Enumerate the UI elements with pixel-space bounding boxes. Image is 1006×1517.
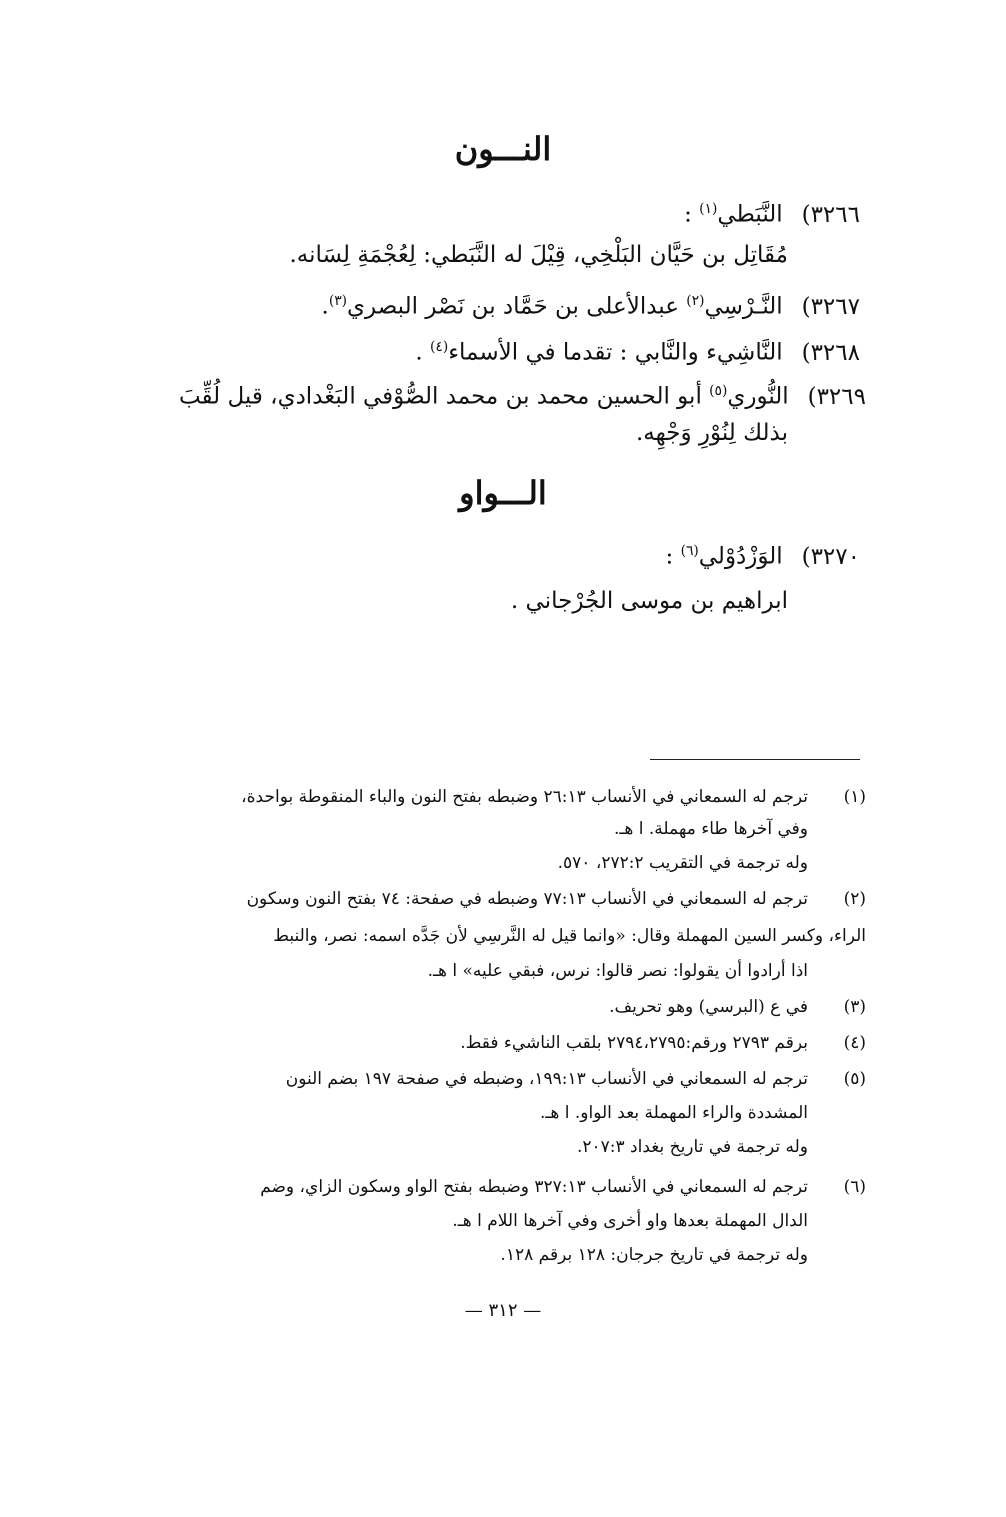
entry-text-end: . <box>415 339 431 366</box>
footnote-marker: (٤) <box>843 1033 866 1053</box>
section-heading-waw: الـــواو <box>459 474 547 512</box>
entry-number: ٣٢٧٠) <box>801 543 860 570</box>
footnote-separator <box>650 759 860 760</box>
entry-headword: النُّوري <box>727 383 789 410</box>
entry-3270 <box>666 536 861 572</box>
entry-number: ٣٢٦٨) <box>801 339 860 366</box>
footnote-ref[interactable]: (٦) <box>680 543 699 559</box>
entry-headword: الوَزْدُوْلي <box>698 543 783 570</box>
section-heading-nun: النـــون <box>454 130 552 168</box>
entry-headword: النَّبَطي <box>717 201 783 228</box>
footnote-marker: (٢) <box>843 889 866 909</box>
footnote-5 <box>286 1068 866 1090</box>
footnote-ref[interactable]: (٥) <box>709 383 728 399</box>
footnote-2 <box>247 888 866 910</box>
entry-headword: النَّـرْسِي <box>704 293 783 320</box>
page-number: — ٣١٢ — <box>464 1300 542 1321</box>
footnote-text: ترجم له السمعاني في الأنساب ٧٧:١٣ وضبطه في صفحة: ٧٤ بفتح النون وسكون <box>246 889 808 909</box>
footnote-text: ترجم له السمعاني في الأنساب ١٩٩:١٣، وضبطه في صفحة ١٩٧ بضم النون <box>285 1069 808 1089</box>
entry-number: ٣٢٦٦) <box>801 201 860 228</box>
entry-number: ٣٢٦٧) <box>801 293 860 320</box>
footnote-2-line-3: اذا أرادوا أن يقولوا: نصر قالوا: نرس، فبقي عليه» ا هـ. <box>427 961 808 981</box>
footnote-marker: (٦) <box>843 1177 866 1197</box>
footnote-6-line-2: الدال المهملة بعدها واو أخرى وفي آخرها اللام ا هـ. <box>452 1211 808 1231</box>
footnote-marker: (١) <box>843 787 866 807</box>
footnote-text: في ع (البرسي) وهو تحريف. <box>609 997 808 1017</box>
footnote-1-line-3: وله ترجمة في التقريب ٢٧٢:٢، ٥٧٠. <box>557 853 808 873</box>
entry-3266-continuation: مُقَاتِل بن حَيَّان البَلْخِي، قِيْلَ له النَّبَطي: لِعُجْمَةِ لِسَانه. <box>289 242 788 268</box>
entry-3268 <box>415 332 860 368</box>
footnote-text: ترجم له السمعاني في الأنساب ٢٦:١٣ وضبطه بفتح النون والباء المنقوطة بواحدة، <box>241 787 808 807</box>
footnote-1 <box>241 786 866 808</box>
entry-3270-continuation: ابراهيم بن موسى الجُرْجاني . <box>510 588 788 614</box>
footnote-2-line-2: الراء، وكسر السين المهملة وقال: «وانما قيل له النَّرسِي لأن جَدَّه اسمه: نصر، والنبط <box>273 926 866 946</box>
footnote-5-line-2: المشددة والراء المهملة بعد الواو. ا هـ. <box>539 1103 808 1123</box>
entry-text: : <box>665 543 681 570</box>
entry-3269-continuation: بذلك لِنُوْرِ وَجْهِه. <box>636 420 788 446</box>
entry-3269 <box>179 376 866 412</box>
entry-3267 <box>322 286 860 322</box>
footnote-text: ترجم له السمعاني في الأنساب ٣٢٧:١٣ وضبطه بفتح الواو وسكون الزاي، وضم <box>260 1177 808 1197</box>
entry-text-end: . <box>321 293 329 320</box>
footnote-3 <box>609 996 866 1018</box>
footnote-4 <box>460 1032 866 1054</box>
entry-text: : تقدما في الأسماء <box>448 339 635 366</box>
footnote-6 <box>260 1176 866 1198</box>
footnote-ref[interactable]: (٣) <box>328 293 348 309</box>
entry-headword: النَّاشِيء والنَّابي <box>634 339 783 366</box>
footnote-ref[interactable]: (٤) <box>430 339 449 355</box>
footnote-ref[interactable]: (٢) <box>686 293 705 309</box>
footnote-text: برقم ٢٧٩٣ ورقم:٢٧٩٤،٢٧٩٥ بلقب الناشيء فقط. <box>460 1033 808 1053</box>
footnote-1-line-2: وفي آخرها طاء مهملة. ا هـ. <box>614 819 808 839</box>
footnote-6-line-3: وله ترجمة في تاريخ جرجان: ١٢٨ برقم ١٢٨. <box>500 1245 808 1265</box>
footnote-5-line-3: وله ترجمة في تاريخ بغداد ٢٠٧:٣. <box>576 1137 808 1157</box>
entry-number: ٣٢٦٩) <box>807 383 866 410</box>
footnote-ref[interactable]: (١) <box>699 201 718 217</box>
entry-text: : <box>684 201 700 228</box>
footnote-marker: (٣) <box>843 997 866 1017</box>
footnote-marker: (٥) <box>843 1069 866 1089</box>
entry-text: عبدالأعلى بن حَمَّاد بن نَصْر البصري <box>347 293 687 320</box>
entry-text: أبو الحسين محمد بن محمد الصُّوْفي البَغْدادي، قيل لُقِّبَ <box>178 383 710 410</box>
entry-3266 <box>684 194 860 230</box>
